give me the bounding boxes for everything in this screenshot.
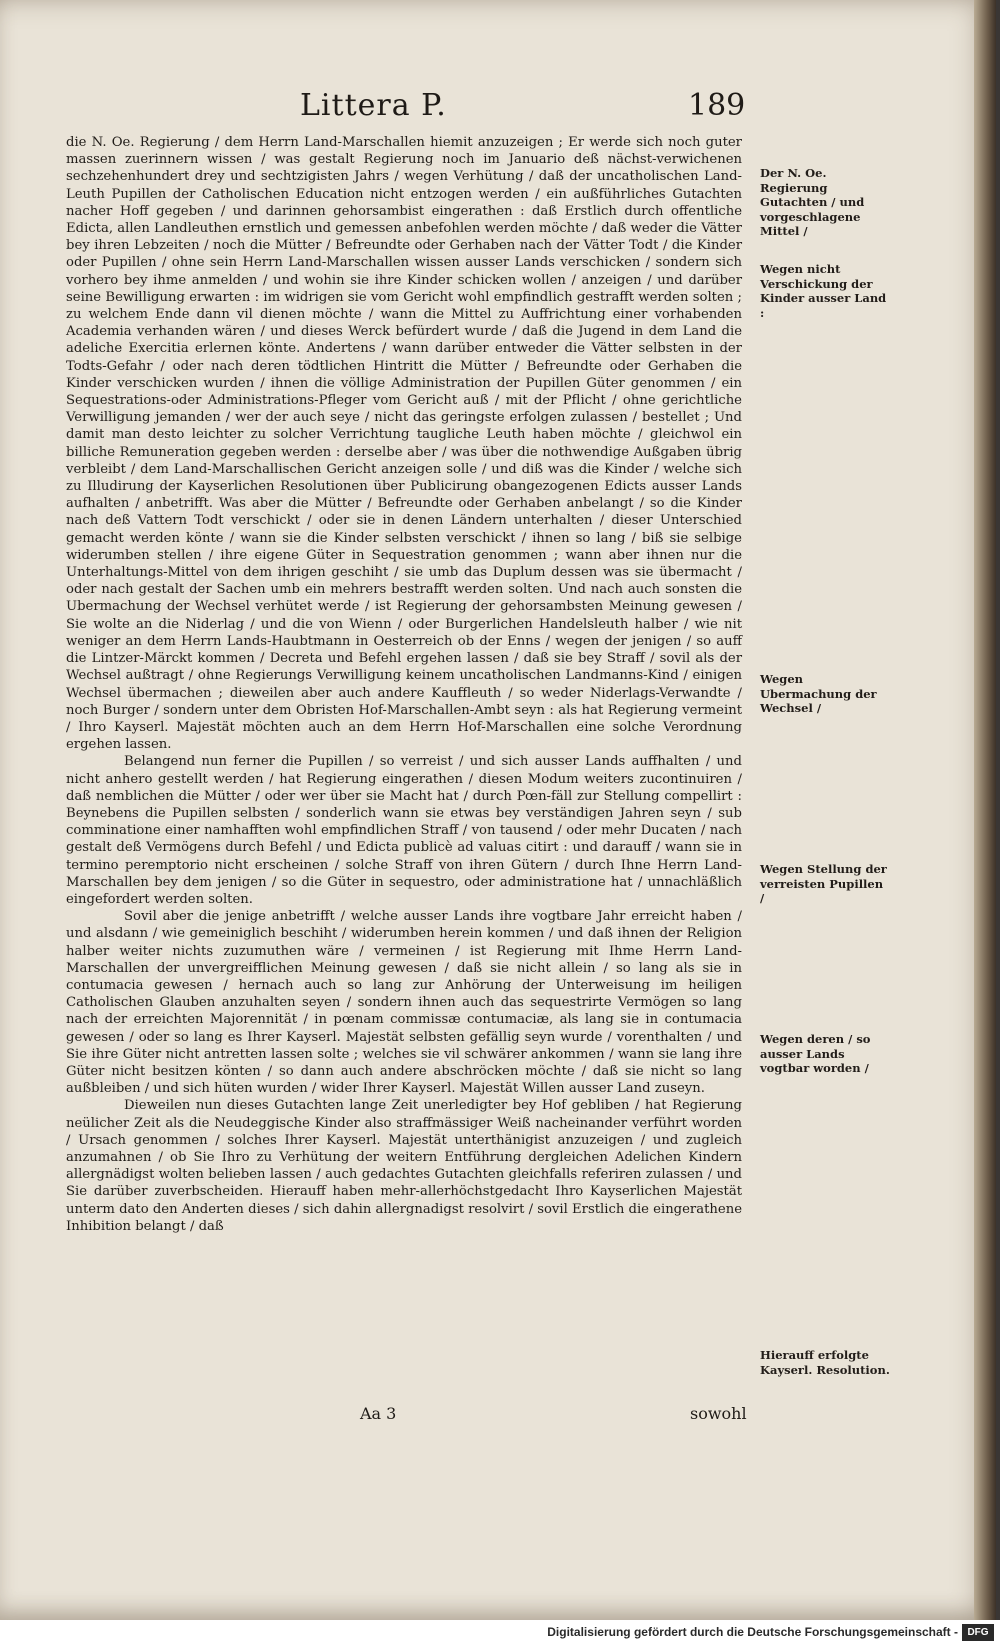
main-text-column [66, 134, 742, 1235]
page-header [0, 88, 996, 132]
book-spine-shadow [974, 0, 996, 1620]
funding-credit: Digitalisierung gefördert durch die Deutsche Forschungsgemeinschaft - [547, 1625, 958, 1639]
running-title: Littera P. [300, 88, 447, 123]
catchword: sowohl [690, 1404, 747, 1423]
dfg-logo: DFG [962, 1624, 994, 1641]
margin-note-3: Wegen Ubermachung der Wechsel / [760, 672, 877, 715]
margin-note-4: Wegen Stellung der verreisten Pupillen / [760, 862, 887, 905]
margin-note-5: Wegen deren / so ausser Lands vogtbar worden / [760, 1032, 871, 1075]
paragraph-1: die N. Oe. Regierung / dem Herrn Land-Marschallen hiemit anzuzeigen ; Er werde sich noch guter massen zuerinnern wissen / was gestalt Regierung noch im Januario deß nächst-verwichenen sechzehenhundert drey und sechtzigisten Jahrs / wegen Verhütung / daß der uncatholischen Land-Leuth Pupillen der Catholischen Education nicht entzogen werden / ein außführliches Gutachten nacher Hoff gegeben / und darinnen gehorsambist eingerathen : daß Erstlich durch offentliche Edicta, allen Landleuthen ernstlich und gemessen anbefohlen werden möchte / daß weder die Vätter bey ihren Lebzeiten / noch die Mütter / Befreundte oder Gerhaben nach der Vätter Todt / die Kinder oder Pupillen / ohne sein Herrn Land-Marschallen wissen ausser Lands verschicken / sondern sich vorhero bey ihme anmelden / und wohin sie ihre Kinder schicken wollen / anzeigen / und darüber seine Bewilligung erwarten : im widrigen sie vom Gericht wohl empfindlich gestrafft werden solten ; zu welchem Ende dann vil dienen möchte / wann die Mittel zu Auffrichtung einer vorhabenden Academia verhanden wären / und dieses Werck befürdert wurde / daß die Jugend in dem Land die adeliche Exercitia erlernen könte. Andertens / wann darüber entweder die Vätter selbsten in der Todts-Gefahr / oder nach deren tödtlichen Hintritt die Mütter / Befreundte oder Gerhaben die Kinder verschicken wurden / ihnen die völlige Administration der Pupillen Güter genommen / ein Sequestrations-oder Administrations-Pfleger vom Gericht auß / mit der Pflicht / ohne gerichtliche Verwilligung jemanden / wer der auch seye / nicht das geringste erfolgen zulassen / bestellet ; Und damit man desto leichter zu solcher Verrichtung taugliche Leuth haben möchte / gleichwol ein billiche Remuneration gegeben werden : derselbe aber / was über die nothwendige Außgaben übrig verbleibt / dem Land-Marschallischen Gericht anzeigen solle / und diß was die Kinder / welche sich zu Illudirung der Kayserlichen Resolutionen über Publicirung obangezogenen Edicts ausser Lands aufhalten / anbetrifft. Was aber die Mütter / Befreundte oder Gerhaben anbelangt / so die Kinder nach deß Vattern Todt verschickt / oder sie in denen Ländern unterhalten / dieser Unterschied gemacht werden könte / wann sie die Kinder selbsten verschickt / ihnen so lang / biß sie selbige widerumben stellen / ihre eigene Güter in Sequestration genommen ; wann aber ihnen nur die Unterhaltungs-Mittel von dem ihrigen geschiht / sie umb das Duplum dessen was sie übermacht / oder nach gestalt der Sachen umb ein mehrers bestrafft werden solten. Und nach auch sonsten die Ubermachung der Wechsel verhütet werde / ist Regierung der gehorsambsten Meinung gewesen / Sie wolte an die Niderlag / und die von Wienn / oder Burgerlichen Handelsleuth halber / wie nit weniger an dem Herrn Lands-Haubtmann in Oesterreich ob der Enns / wegen der jenigen / so auff die Lintzer-Märckt kommen / Decreta und Befehl ergehen lassen / daß sie bey Straff / sovil als der Wechsel außtragt / ohne Regierungs Verwilligung keinem uncatholischen Landmanns-Kind / einigen Wechsel übermachen ; dieweilen aber auch andere Kauffleuth / so weder Niderlags-Verwandte / noch Burger / sondern unter dem Obristen Hof-Marschallen-Ambt seyn : als hat Regierung vermeint / Ihro Kayserl. Majestät möchten auch an dem Herrn Hof-Marschallen eine solche Verordnung ergehen lassen. [66, 135, 742, 753]
margin-note-6: Hierauff erfolgte Kayserl. Resolution. [760, 1348, 890, 1377]
paragraph-4: Dieweilen nun dieses Gutachten lange Zeit unerledigter bey Hof gebliben / hat Regierung neülicher Zeit als die Neudeggische Kinder also straffmässiger Weiß nacheinander verführt worden / Ursach genommen / solches Ihrer Kayserl. Majestät unterthänigist anzuzeigen / und zugleich anzumahnen / ob Sie Ihro zu Verhütung der weitern Entführung dergleichen Adelichen Kindern allergnädigst wolten belieben lassen / auch gedachtes Gutachten gleichfalls referiren zulassen / und Sie darüber zuverbscheiden. Hierauff haben mehr-allerhöchstgedacht Ihro Kayserlichen Majestät unterm dato den Anderten dieses / sich dahin allergnadigst resolvirt / sovil Erstlich die eingerathene Inhibition belangt / daß [66, 1098, 742, 1234]
paragraph-2: Belangend nun ferner die Pupillen / so verreist / und sich ausser Lands auffhalten / und nicht anhero gestellt werden / hat Regierung eingerathen / diesen Modum weiters zucontinuiren / daß nemblichen die Mütter / oder wer über sie Macht hat / durch Pœn-fäll zur Stellung compellirt : Beynebens die Pupillen selbsten / sonderlich wann sie etwas bey verständigen Jahren seyn / sub comminatione einer namhafften wohl empfindlichen Straff / von tausend / oder mehr Ducaten / nach gestalt deß Vermögens durch Befehl / und Edicta publicè ad valuas citirt : und darauff / wann sie in termino peremptorio nicht erscheinen / solche Straff von ihren Gütern / durch Ihne Herrn Land-Marschallen bey dem jenigen / so die Güter in sequestro, oder administratione hat / unnachläßlich eingefordert werden solten. [66, 754, 742, 907]
digitization-footer [0, 1620, 1000, 1645]
paragraph-3: Sovil aber die jenige anbetrifft / welche ausser Lands ihre vogtbare Jahr erreicht haben / und alsdann / wie gemeiniglich beschiht / widerumben herein kommen / und daß ihnen der Religion halber weiter nichts zuzumuthen wäre / vermeinen / ist Regierung mit Ihme Herrn Land-Marschallen der unvergreifflichen Meinung gewesen / daß sie nicht allein / so lang als sie in contumacia gewesen / hernach auch so lang zur Anhörung der Unterweisung im heiligen Catholischen Glauben anzuhalten seyen / sondern ihnen auch das sequestrirte Vermögen so lang nach der erreichten Majorennität / in pœnam commissæ contumaciæ, als lang sie in contumacia gewesen / oder so lang es Ihrer Kayserl. Majestät selbsten gefällig seyn wurde / vorenthalten / und Sie ihre Güter nicht antretten lassen solte ; welches sie vil schwärer ankommen / wann sie lang ihre Güter nicht besitzen könten / so dann auch andere abschröcken möchte / daß sie nicht so lang außbleiben / und sich hüten wurden / wider Ihrer Kayserl. Majestät Willen ausser Land zuseyn. [66, 909, 742, 1097]
margin-note-1: Der N. Oe. Regierung Gutachten / und vorgeschlagene Mittel / [760, 166, 865, 238]
page-number: 189 [688, 88, 746, 123]
signature-mark: Aa 3 [360, 1404, 397, 1423]
page-foot [0, 1404, 996, 1428]
margin-note-2: Wegen nicht Verschickung der Kinder ausser Land : [760, 262, 887, 320]
